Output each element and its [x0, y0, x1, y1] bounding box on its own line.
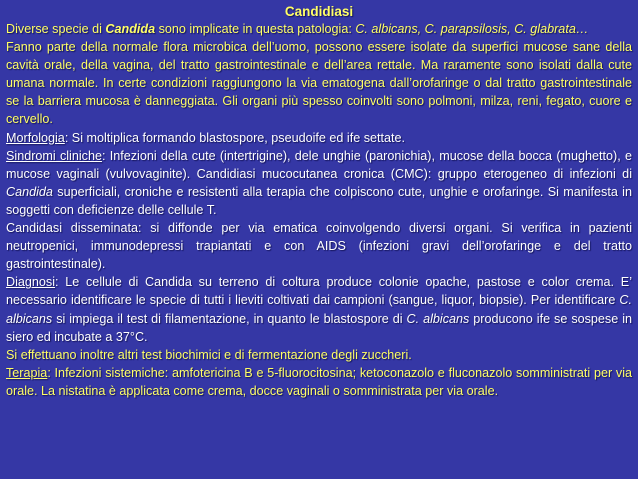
diagnosis-text-a: : Le cellule di Candida su terreno di coltura produce colonie opache, pastose e color crema. E’ necessario identificare le specie di tutti i lieviti coltivati dai campioni (sangue, liquor, biopsie). Per identificare [6, 275, 632, 308]
intro-paragraph [6, 20, 632, 38]
morphology-text: : Si moltiplica formando blastospore, pseudoife ed ife settate. [64, 130, 406, 145]
clinical-syndromes-paragraph [6, 147, 632, 219]
diagnosis-text-c: producono ife se sospese in siero ed incubate a 37°C. [6, 311, 633, 344]
albicans-species-2: C. albicans [406, 311, 470, 326]
diagnosis-text-b: si impiega il test di filamentazione, in quanto le blastospore di [52, 311, 407, 326]
habitat-paragraph: Fanno parte della normale flora microbica dell’uomo, possono essere isolate da superfici mucose sane della cavità orale, della vagina, del tratto gastrointestinale e dell’area rettale. Ma raramente sono isolati dalla cute umana normale. In certe condizioni raggiungono la via ematogena dall’orofaringe o dal tratto gastrointestinale se la barriera mucosa è danneggiata. Gli organi più spesso coinvolti sono polmoni, milza, reni, fegato, cuore e cervello. [6, 40, 632, 127]
therapy-label: Terapia [6, 365, 48, 380]
diagnosis-paragraph [6, 273, 632, 345]
clinical-syndromes-label: Sindromi cliniche [6, 148, 102, 163]
morphology-paragraph [6, 129, 632, 147]
slide-title: Candidiasi [284, 4, 354, 19]
candida-genus-2: Candida [6, 184, 53, 199]
candida-species: C. albicans, C. parapsilosis, C. glabrata… [355, 22, 589, 36]
therapy-text: : Infezioni sistemiche: amfotericina B e 5-fluorocitosina; ketoconazolo e fluconazolo somministrati per via orale. La nistatina è applicata come crema, docce vaginali o somministrata per via orale. [6, 365, 632, 398]
intro-text-b: sono implicate in questa patologia: [155, 22, 356, 36]
intro-text-a: Diverse specie di [6, 22, 106, 36]
albicans-species-1: C. albicans [6, 293, 632, 326]
slide-body [6, 20, 632, 400]
candida-genus: Candida [105, 22, 156, 36]
tests-paragraph: Si effettuano inoltre altri test biochimici e di fermentazione degli zuccheri. [6, 347, 412, 362]
morphology-label: Morfologia [6, 130, 65, 145]
clinical-text-a: : Infezioni della cute (intertrigine), dele unghie (paronichia), mucose della bocca (mughetto), e mucose vaginali (vulvovaginite). Candidiasi mucocutanea cronica (CMC): gruppo eterogeneo di infezioni di [6, 148, 632, 181]
disseminated-paragraph: Candidasi disseminata: si diffonde per via ematica coinvolgendo diversi organi. Si verifica in pazienti neutropenici, immunodepressi trapiantati e con AIDS (infezioni gravi dell’orofaringe e del tratto gastrointestinale). [6, 221, 632, 272]
diagnosis-label: Diagnosi [6, 275, 56, 290]
clinical-text-b: superficiali, croniche e resistenti alla terapia che colpiscono cute, unghie e orofaringe. Si manifesta in soggetti con deficienze delle cellule T. [6, 184, 632, 217]
therapy-paragraph [6, 364, 632, 400]
